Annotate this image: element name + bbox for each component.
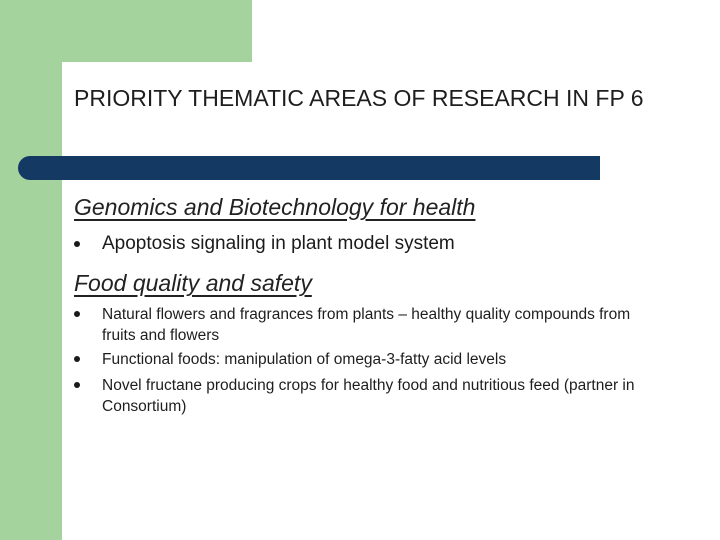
title-underline-bar [18, 156, 600, 180]
list-item-text: Functional foods: manipulation of omega-3-fatty acid levels [102, 351, 507, 368]
bullet-icon [74, 241, 80, 247]
decorative-green-band-left [0, 0, 62, 540]
list-item-text: Natural flowers and fragrances from plants – healthy quality compounds from fruits and flowers [102, 306, 631, 344]
list-item [74, 305, 642, 346]
section-heading-food-quality: Food quality and safety [74, 270, 312, 296]
bullet-icon [74, 382, 80, 388]
slide-title: PRIORITY THEMATIC AREAS OF RESEARCH IN FP 6 [74, 85, 644, 111]
section-heading-genomics: Genomics and Biotechnology for health [74, 194, 476, 220]
list-item [74, 376, 642, 417]
bullet-icon [74, 356, 80, 362]
bullet-icon [74, 311, 80, 317]
slide-content-area [62, 62, 720, 540]
list-item-text: Novel fructane producing crops for healthy food and nutritious feed (partner in Consortium) [102, 377, 635, 415]
list-item [74, 350, 642, 371]
list-item-text: Apoptosis signaling in plant model system [102, 233, 455, 254]
list-item [74, 232, 455, 256]
